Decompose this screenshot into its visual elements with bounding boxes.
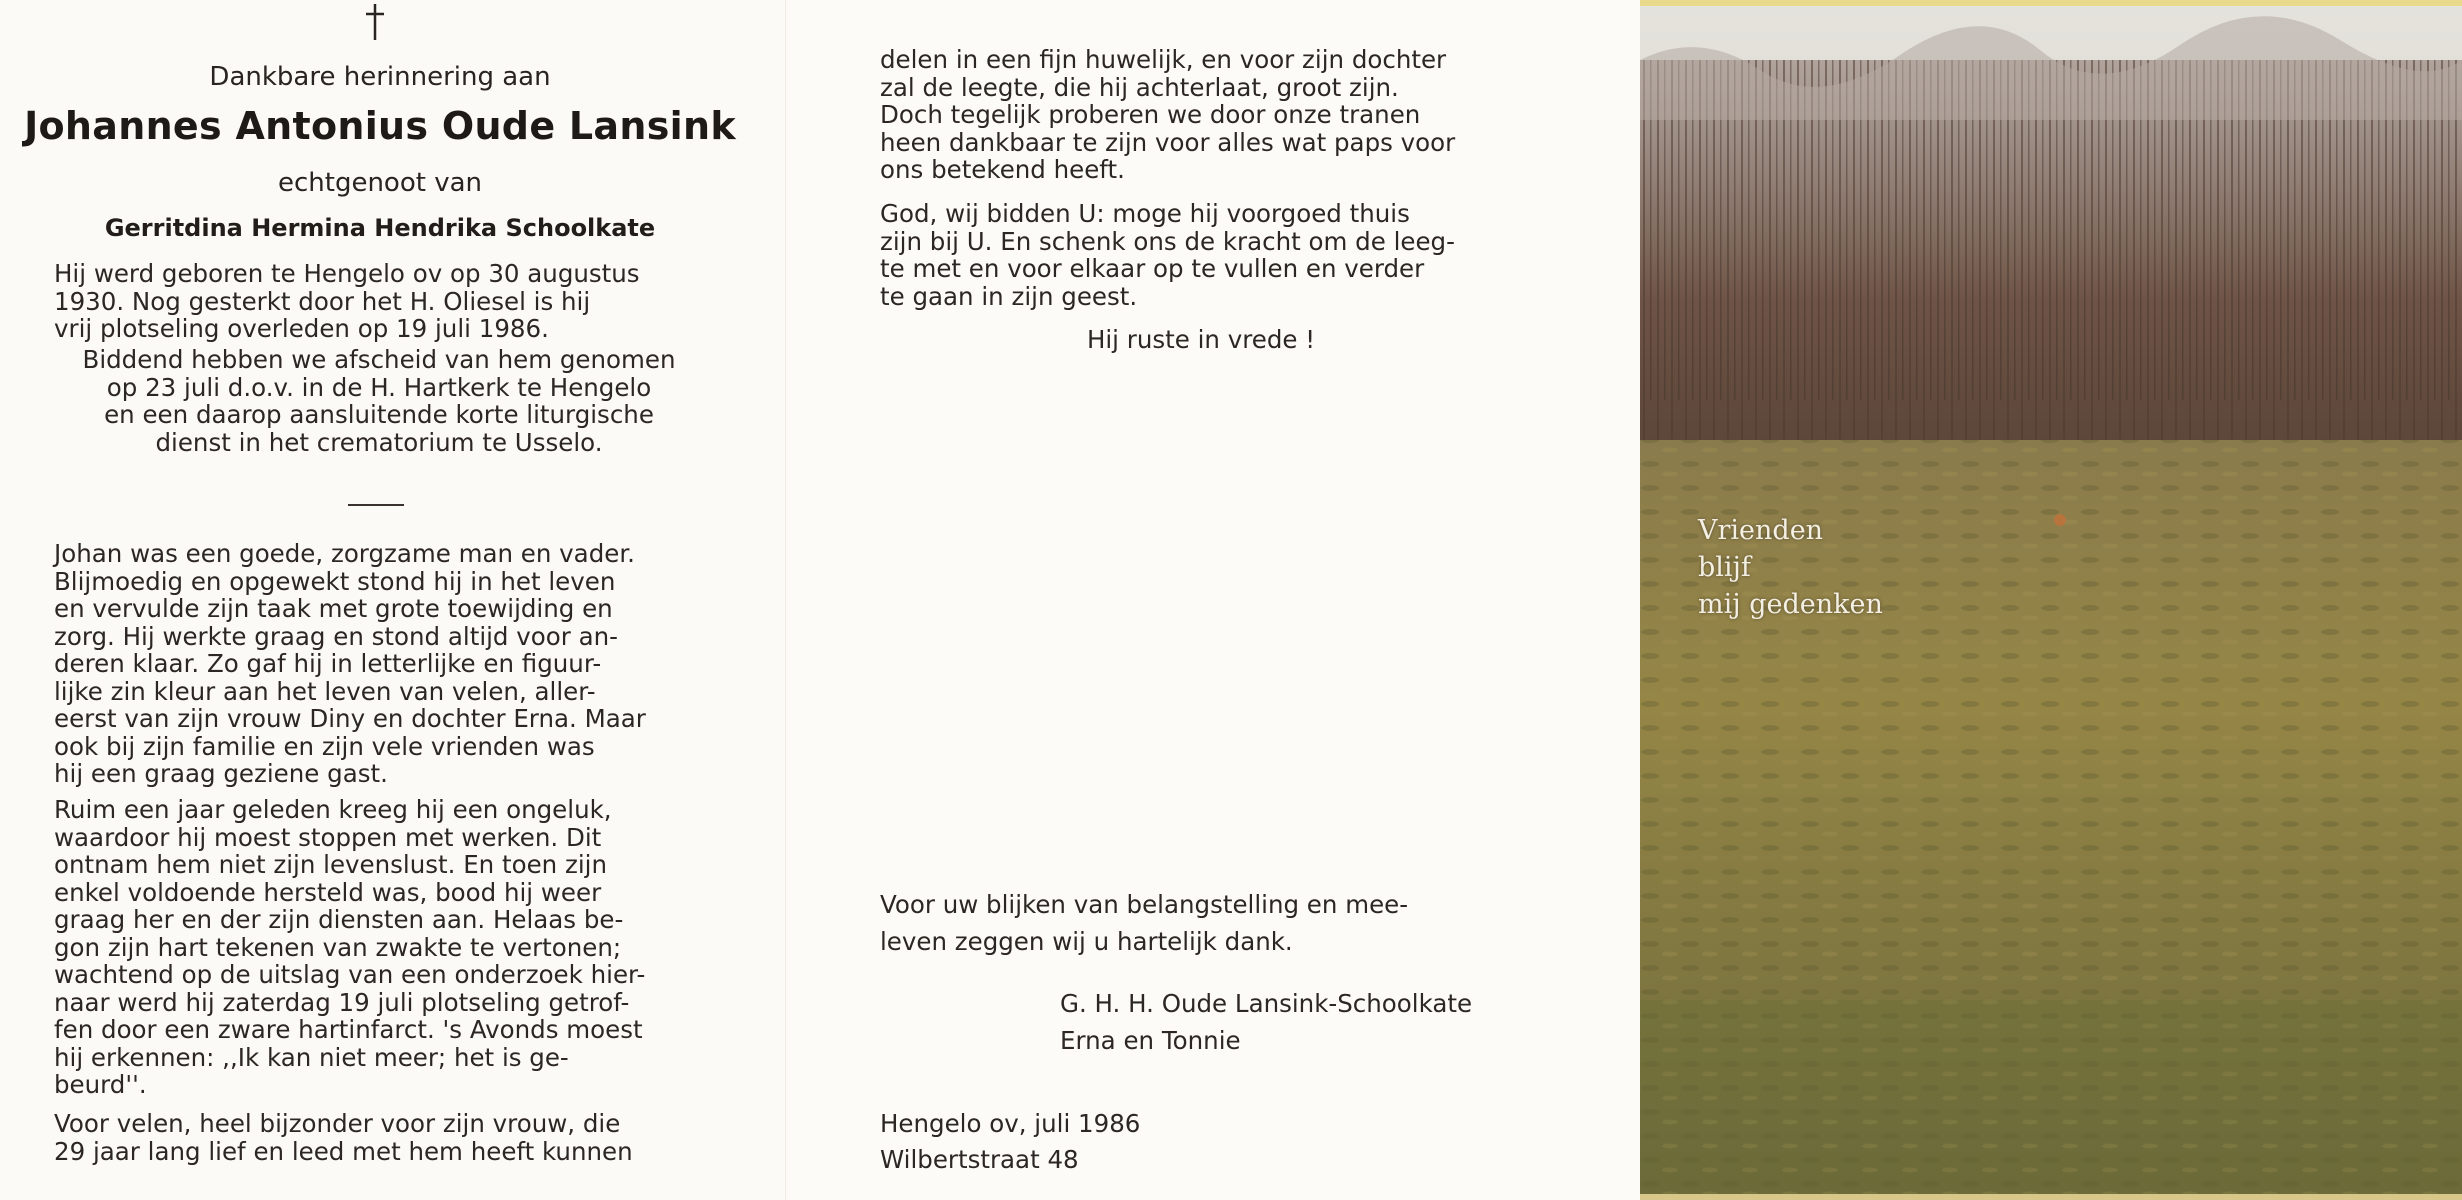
signature — [1060, 985, 1530, 1059]
thanks-paragraph — [880, 886, 1522, 960]
text-line: Blijmoedig en opgewekt stond hij in het leven — [54, 566, 616, 596]
text-line: te met en voor elkaar op te vullen en verder — [880, 254, 1425, 283]
spouse-label: echtgenoot van — [277, 168, 482, 198]
text-line: leven zeggen wij u hartelijk dank. — [880, 927, 1293, 956]
text-line: wachtend op de uitslag van een onderzoek hier- — [54, 960, 646, 989]
text-line: fen door een zware hartinfarct. 's Avonds moest — [54, 1015, 643, 1044]
paragraph-2 — [54, 796, 702, 1099]
text-line: en een daarop aansluitende korte liturgische — [104, 400, 654, 429]
left-panel — [0, 0, 785, 1200]
text-line: vrij plotseling overleden op 19 juli 1986. — [54, 314, 549, 343]
middle-panel — [785, 0, 1641, 1200]
text-line: naar werd hij zaterdag 19 juli plotseling getrof- — [54, 987, 630, 1017]
text-line: 29 jaar lang lief en leed met hem heeft kunnen — [54, 1136, 633, 1166]
farewell-paragraph — [54, 346, 704, 456]
text-line: ook bij zijn familie en zijn vele vrienden was — [54, 731, 595, 761]
continuation-paragraph — [880, 46, 1522, 184]
text-line: Voor velen, heel bijzonder voor zijn vrouw, die — [54, 1109, 621, 1138]
text-line: hij een graag geziene gast. — [54, 759, 388, 788]
text-line: te gaan in zijn geest. — [880, 281, 1138, 311]
text-line: ons betekend heeft. — [880, 155, 1125, 184]
card-edge — [1640, 0, 2462, 6]
text-line: gon zijn hart tekenen van zwakte te vertonen; — [54, 932, 622, 962]
text-line: beurd''. — [54, 1070, 147, 1099]
rest-in-peace: Hij ruste in vrede ! — [1086, 325, 1316, 354]
text-line: op 23 juli d.o.v. in de H. Hartkerk te Hengelo — [106, 372, 652, 402]
signature-line: Erna en Tonnie — [1060, 1026, 1241, 1055]
text-line: dienst in het crematorium te Usselo. — [155, 427, 603, 457]
text-line: Johan was een goede, zorgzame man en vader. — [54, 539, 635, 568]
text-line: delen in een fijn huwelijk, en voor zijn dochter — [880, 45, 1447, 74]
text-line: ontnam hem niet zijn levenslust. En toen zijn — [54, 850, 607, 879]
text-line: eerst van zijn vrouw Diny en dochter Erna. Maar — [54, 704, 646, 733]
caption-line: blijf — [1698, 552, 1751, 583]
place-date: Hengelo ov, juli 1986 — [880, 1109, 1141, 1138]
intro-text: Dankbare herinnering aan — [209, 62, 551, 92]
signature-line: G. H. H. Oude Lansink-Schoolkate — [1060, 989, 1473, 1018]
text-line: Voor uw blijken van belangstelling en mee- — [880, 890, 1409, 919]
caption-line: Vrienden — [1698, 515, 1824, 546]
caption-line: mij gedenken — [1698, 589, 1883, 620]
text-line: zijn bij U. En schenk ons de kracht om de leeg- — [880, 226, 1455, 256]
divider — [348, 504, 404, 506]
photo-caption — [1698, 512, 1883, 623]
text-line: God, wij bidden U: moge hij voorgoed thuis — [880, 199, 1410, 228]
text-line: hij erkennen: ,,Ik kan niet meer; het is ge- — [54, 1042, 569, 1072]
right-panel — [1640, 0, 2462, 1200]
text-line: 1930. Nog gesterkt door het H. Oliesel is hij — [54, 286, 591, 316]
paragraph-3 — [54, 1110, 702, 1165]
text-line: Doch tegelijk proberen we door onze tranen — [880, 100, 1421, 129]
birth-paragraph — [54, 260, 704, 343]
cross-icon — [362, 2, 388, 42]
text-line: Hij werd geboren te Hengelo ov op 30 augustus — [54, 259, 640, 288]
card-edge — [1640, 1194, 2462, 1200]
spouse-name: Gerritdina Hermina Hendrika Schoolkate — [104, 214, 656, 242]
text-line: enkel voldoende hersteld was, bood hij weer — [54, 877, 602, 907]
text-line: zal de leegte, die hij achterlaat, groot zijn. — [880, 72, 1399, 102]
text-line: waardoor hij moest stoppen met werken. Dit — [54, 822, 602, 852]
text-line: Ruim een jaar geleden kreeg hij een ongeluk, — [54, 795, 612, 824]
address: Wilbertstraat 48 — [880, 1145, 1079, 1174]
prayer-paragraph — [880, 200, 1522, 310]
text-line: graag her en der zijn diensten aan. Helaas be- — [54, 905, 624, 934]
text-line: Biddend hebben we afscheid van hem genomen — [82, 345, 676, 374]
text-line: zorg. Hij werkte graag en stond altijd voor an- — [54, 621, 618, 651]
deceased-name: Johannes Antonius Oude Lansink — [24, 104, 736, 148]
text-line: en vervulde zijn taak met grote toewijding en — [54, 594, 613, 623]
text-line: deren klaar. Zo gaf hij in letterlijke en figuur- — [54, 649, 602, 678]
text-line: heen dankbaar te zijn voor alles wat paps voor — [880, 127, 1456, 157]
text-line: lijke zin kleur aan het leven van velen, aller- — [54, 676, 596, 706]
paragraph-1 — [54, 540, 702, 788]
place-address — [880, 1106, 1380, 1178]
